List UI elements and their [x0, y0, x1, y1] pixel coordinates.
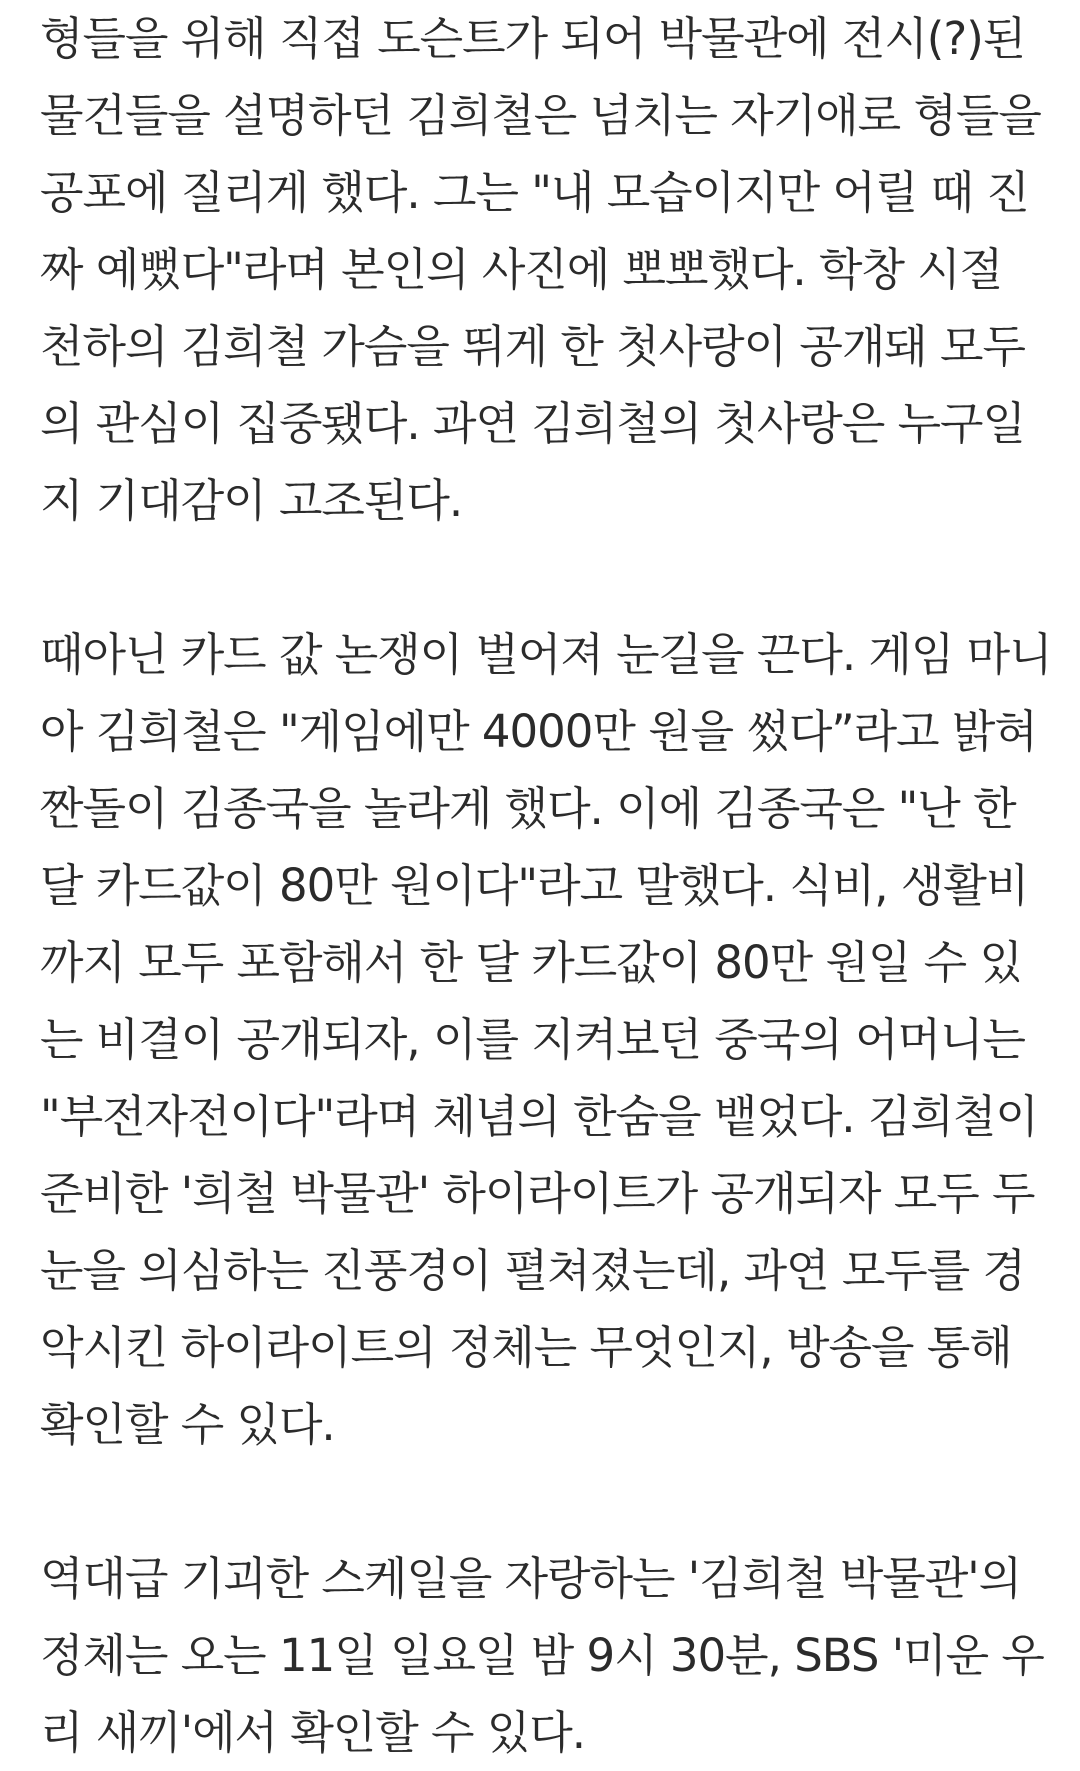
paragraph-gap [40, 1463, 1050, 1540]
article-body [40, 0, 1050, 1771]
paragraph-line: 형들을 위해 직접 도슨트가 되어 박물관에 전시(?)된 [40, 12, 1026, 65]
paragraph-line: 공포에 질리게 했다. 그는 "내 모습이지만 어릴 때 진 [40, 166, 1029, 219]
article-paragraph [40, 1540, 1050, 1771]
paragraph-line: 역대급 기괴한 스케일을 자랑하는 '김희철 박물관'의 [40, 1552, 1022, 1605]
paragraph-line: 준비한 '희철 박물관' 하이라이트가 공개되자 모두 두 [40, 1167, 1035, 1220]
paragraph-line: 지 기대감이 고조된다. [40, 474, 463, 527]
paragraph-line: "부전자전이다"라며 체념의 한숨을 뱉었다. 김희철이 [40, 1090, 1038, 1143]
paragraph-line: 의 관심이 집중됐다. 과연 김희철의 첫사랑은 누구일 [40, 397, 1026, 450]
article-paragraph [40, 616, 1050, 1463]
paragraph-line: 는 비결이 공개되자, 이를 지켜보던 중국의 어머니는 [40, 1013, 1026, 1066]
paragraph-line: 아 김희철은 "게임에만 4000만 원을 썼다”라고 밝혀 [40, 705, 1037, 758]
paragraph-line: 달 카드값이 80만 원이다"라고 말했다. 식비, 생활비 [40, 859, 1029, 912]
paragraph-line: 눈을 의심하는 진풍경이 펼쳐졌는데, 과연 모두를 경 [40, 1244, 1026, 1297]
paragraph-line: 때아닌 카드 값 논쟁이 벌어져 눈길을 끈다. 게임 마니 [40, 628, 1052, 681]
paragraph-line: 확인할 수 있다. [40, 1398, 335, 1451]
paragraph-line: 짜 예뻤다"라며 본인의 사진에 뽀뽀했다. 학창 시절 [40, 243, 1003, 296]
paragraph-line: 정체는 오는 11일 일요일 밤 9시 30분, SBS '미운 우 [40, 1629, 1044, 1682]
paragraph-line: 짠돌이 김종국을 놀라게 했다. 이에 김종국은 "난 한 [40, 782, 1016, 835]
paragraph-gap [40, 539, 1050, 616]
paragraph-line: 천하의 김희철 가슴을 뛰게 한 첫사랑이 공개돼 모두 [40, 320, 1026, 373]
paragraph-line: 까지 모두 포함해서 한 달 카드값이 80만 원일 수 있 [40, 936, 1022, 989]
paragraph-line: 악시킨 하이라이트의 정체는 무엇인지, 방송을 통해 [40, 1321, 1012, 1374]
article-paragraph [40, 0, 1050, 539]
paragraph-line: 물건들을 설명하던 김희철은 넘치는 자기애로 형들을 [40, 89, 1041, 142]
paragraph-line: 리 새끼'에서 확인할 수 있다. [40, 1706, 586, 1759]
